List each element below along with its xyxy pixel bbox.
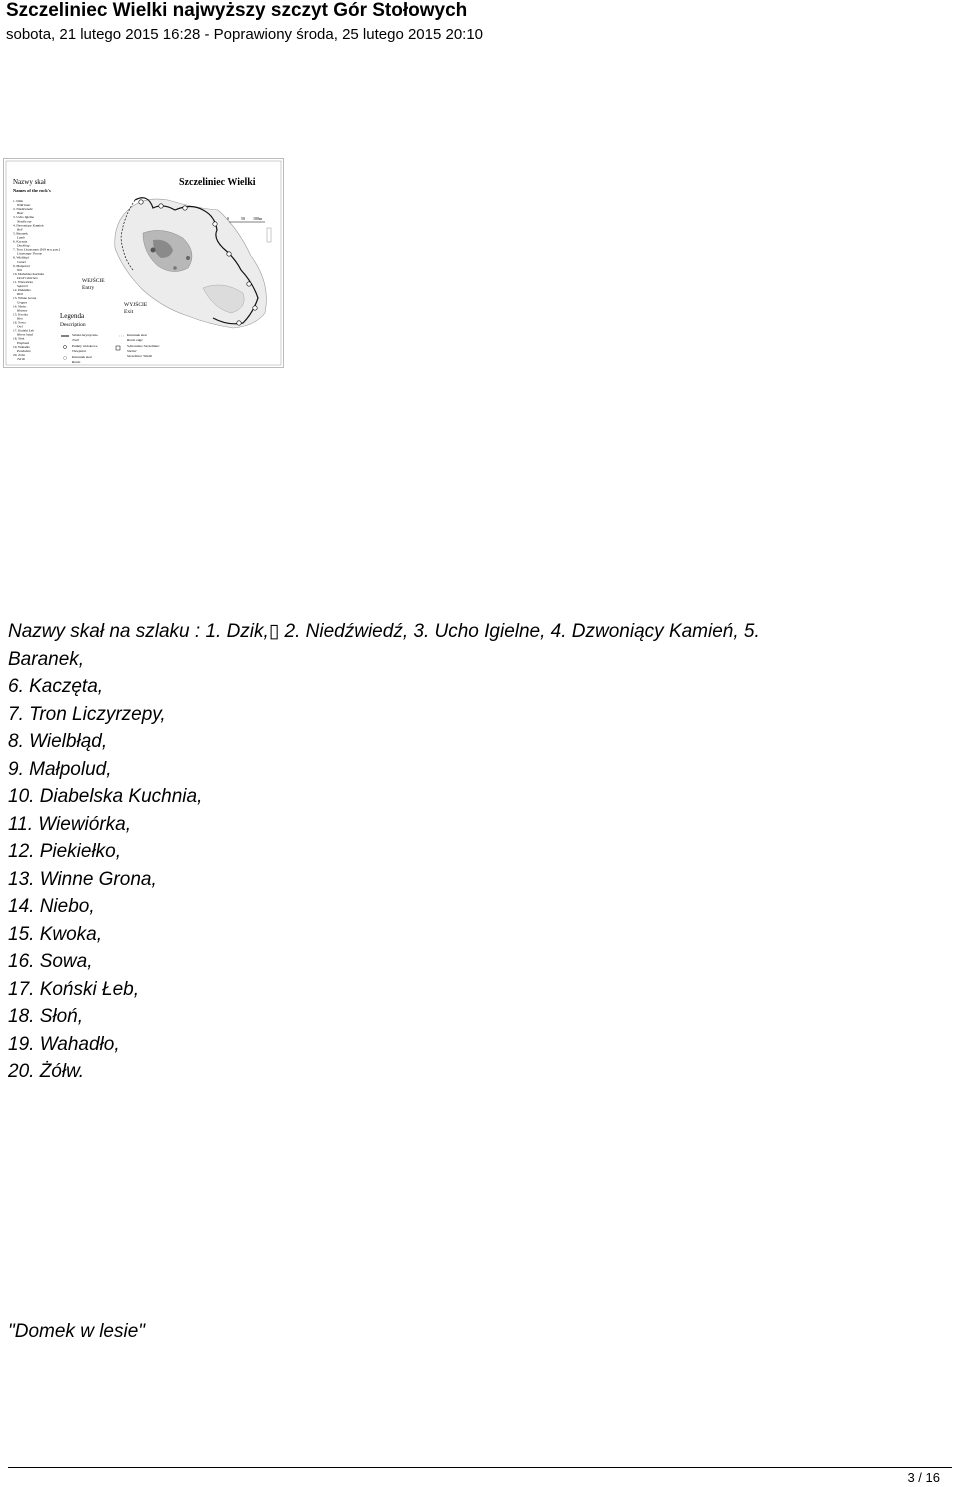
rock-line: 16. Sowa, xyxy=(8,951,93,972)
legend-title-en: Description xyxy=(60,322,86,328)
svg-text:Rocks: Rocks xyxy=(72,360,81,364)
svg-text:Szczeliniec Wielki: Szczeliniec Wielki xyxy=(127,354,152,358)
rock-line: 8. Wielbłąd, xyxy=(8,731,108,752)
rock-name-entry: Turtle xyxy=(17,356,26,361)
rock-name-entry: Lamb xyxy=(17,235,25,240)
rock-line: 7. Tron Liczyrzepy, xyxy=(8,703,166,725)
rock-name-entry: 9. Małpolud xyxy=(13,263,30,268)
names-heading-pl: Nazwy skał xyxy=(13,178,46,186)
rock-name-entry: Elephant xyxy=(17,340,30,345)
rock-name-entry: Horse head xyxy=(17,332,33,337)
svg-text:Schronisko Szczeliniec: Schronisko Szczeliniec xyxy=(127,344,160,348)
trail-map-image xyxy=(3,158,284,368)
svg-text:0: 0 xyxy=(227,216,229,221)
rock-name-entry: 10. Diabelska Kuchnia xyxy=(13,271,44,276)
svg-text:Kierunek skał: Kierunek skał xyxy=(127,333,147,337)
rock-line: Baranek, xyxy=(8,648,85,670)
rock-name-entry: Squirrel xyxy=(17,284,28,289)
rock-line: 9. Małpolud, xyxy=(8,758,112,780)
image-caption: "Domek w lesie" xyxy=(8,1321,146,1342)
rock-name-entry: Duckling xyxy=(17,243,30,248)
svg-text:Viewpoint: Viewpoint xyxy=(72,349,86,353)
exit-label-pl: WYJŚCIE xyxy=(124,302,148,308)
page-number: 3 / 16 xyxy=(907,1470,940,1485)
rock-names-paragraph xyxy=(8,618,908,1086)
rock-name-entry: 20. Żółw xyxy=(13,352,26,357)
rock-name-entry: Heaven xyxy=(17,308,28,313)
document-title: Szczeliniec Wielki najwyższy szczyt Gór Stołowych xyxy=(6,0,468,21)
rock-line: 18. Słoń, xyxy=(8,1006,83,1027)
svg-text:Shelter: Shelter xyxy=(127,349,137,353)
svg-text:Kierunek skał: Kierunek skał xyxy=(72,355,92,359)
entry-label-en: Entry xyxy=(82,285,95,291)
rock-name-entry: 11. Wiewiórka xyxy=(13,280,33,284)
rock-name-entry: 12. Piekiełko xyxy=(13,288,31,293)
svg-text:Punkty widokowe: Punkty widokowe xyxy=(72,344,98,348)
rock-name-entry: Wild boar xyxy=(17,203,31,208)
rock-name-entry: 17. Koński Łeb xyxy=(13,328,35,333)
rock-name-entry: 2. Niedźwiedź xyxy=(13,207,33,212)
rock-name-entry: 18. Słoń xyxy=(13,336,25,341)
rock-line: 6. Kaczęta, xyxy=(8,676,104,697)
rock-name-entry: Bear xyxy=(17,211,24,216)
footer-divider xyxy=(8,1467,952,1468)
document-meta: sobota, 21 lutego 2015 16:28 - Poprawiony środa, 25 lutego 2015 20:10 xyxy=(6,26,484,43)
rock-name-entry: 19. Wahadło xyxy=(13,344,30,349)
rock-line: 19. Wahadło, xyxy=(8,1033,120,1055)
rock-line: 12. Piekiełko, xyxy=(8,841,122,862)
svg-text:50: 50 xyxy=(241,216,245,221)
rock-line: 14. Niebo, xyxy=(8,896,95,917)
rock-line: 17. Koński Łeb, xyxy=(8,978,139,1000)
entry-label-pl: WEJŚCIE xyxy=(82,278,105,284)
rock-name-entry: 6. Kaczęta xyxy=(13,239,28,244)
svg-text:100m: 100m xyxy=(253,216,263,221)
rock-name-entry: Owl xyxy=(17,324,23,329)
svg-text:Trail: Trail xyxy=(72,338,79,342)
rock-name-entry: Grapes xyxy=(17,300,27,305)
rock-name-entry: Devil's Kitchen xyxy=(17,275,38,280)
rock-name-entry: 3. Ucho Igielne xyxy=(13,215,34,220)
rock-name-entry: Camel xyxy=(17,259,26,264)
rock-name-entry: 8. Wielbłąd xyxy=(13,255,29,260)
rock-name-entry: Bell xyxy=(17,227,23,232)
rock-name-entry: Yeti xyxy=(17,267,22,272)
rock-line: 11. Wiewiórka, xyxy=(8,813,132,835)
rock-name-entry: 7. Tron Liczyrzepy (919 m n.p.m.) xyxy=(13,247,60,252)
rock-name-entry: 15. Kwoka xyxy=(13,312,28,317)
rock-line: 10. Diabelska Kuchnia, xyxy=(8,786,203,807)
exit-label-en: Exit xyxy=(124,309,134,315)
document-header xyxy=(6,0,483,45)
rock-line: 13. Winne Grona, xyxy=(8,868,157,890)
rock-name-entry: 5. Baranek xyxy=(13,231,28,236)
names-heading-en: Names of the rock's xyxy=(13,188,51,193)
rock-name-entry: Needle ear xyxy=(17,219,32,224)
rock-name-entry: Hell xyxy=(17,292,23,297)
rock-name-entry: 4. Dzwoniący Kamień xyxy=(13,223,44,228)
rock-line: Nazwy skał na szlaku : 1. Dzik,▯ 2. Niedźwiedź, 3. Ucho Igielne, 4. Dzwoniący Kamień, 5. xyxy=(8,621,760,642)
rock-line: 20. Żółw. xyxy=(8,1061,85,1082)
legend-title-pl: Legenda xyxy=(60,312,85,320)
rock-name-entry: Liczyrzepy Throne xyxy=(17,251,43,256)
rock-name-entry: 13. Winne Grona xyxy=(13,296,37,301)
rock-name-entry: 16. Sowa xyxy=(13,320,26,325)
rock-name-entry: Pendulum xyxy=(17,348,31,353)
map-title: Szczeliniec Wielki xyxy=(179,177,256,188)
rock-name-entry: 1. Dzik xyxy=(13,199,23,203)
rock-line: 15. Kwoka, xyxy=(8,923,102,945)
svg-text:Rocks edge: Rocks edge xyxy=(127,338,143,342)
svg-text:Szlaki turystyczne: Szlaki turystyczne xyxy=(72,333,98,337)
rock-name-entry: Hen xyxy=(17,316,23,321)
rock-name-entry: 14. Niebo xyxy=(13,304,27,309)
